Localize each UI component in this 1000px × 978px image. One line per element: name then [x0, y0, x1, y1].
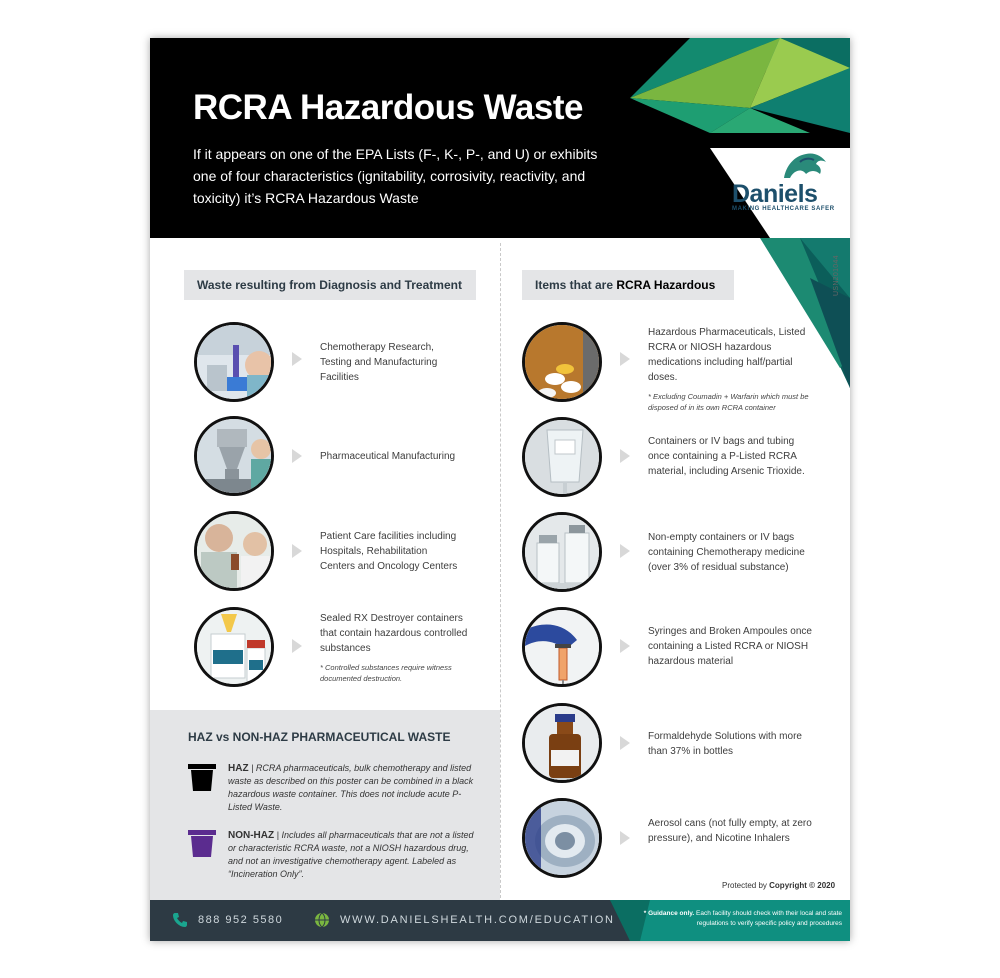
- right-heading-strong: RCRA Hazardous: [616, 278, 716, 292]
- column-divider: [500, 243, 501, 908]
- haz-text: | RCRA pharmaceuticals, bulk chemotherapy and listed waste as described on this poster can be combined in a black hazardous waste container. This does not include acute P-Listed Waste.: [228, 763, 474, 812]
- haz-label: HAZ: [228, 763, 249, 774]
- item-arrow: [292, 639, 302, 653]
- phone-icon: [172, 912, 188, 928]
- rx-destroyer-photo: [194, 607, 274, 687]
- pharma-manufacturing-photo: [194, 416, 274, 496]
- item-arrow: [620, 449, 630, 463]
- right-item-5-text: Formaldehyde Solutions with more than 37% in bottles: [648, 731, 802, 757]
- website-link[interactable]: WWW.DANIELSHEALTH.COM/EDUCATION: [340, 914, 615, 926]
- right-section-heading: [522, 270, 734, 300]
- document-id: USN201044: [833, 255, 840, 296]
- item-arrow: [620, 639, 630, 653]
- item-arrow: [620, 831, 630, 845]
- chemo-vials-photo: [522, 512, 602, 592]
- pills-photo: [522, 322, 602, 402]
- right-item-1-text: Hazardous Pharmaceuticals, Listed RCRA or NIOSH hazardous medications including half/partial doses.: [648, 327, 806, 383]
- guidance-strong: * Guidance only.: [643, 910, 695, 917]
- copyright-strong: Copyright © 2020: [769, 881, 836, 890]
- aerosol-can-photo: [522, 798, 602, 878]
- nonhaz-text: | Includes all pharmaceuticals that are not a listed or characteristic RCRA waste, not a NIOSH hazardous drug, and not an investigative chemotherapy agent. Labeled as “Incineration Only”.: [228, 830, 474, 879]
- left-item-1-text: Chemotherapy Research, Testing and Manufacturing Facilities: [320, 342, 438, 383]
- formaldehyde-bottle-photo: [522, 703, 602, 783]
- globe-icon: [314, 912, 330, 928]
- iv-bag-photo: [522, 417, 602, 497]
- item-arrow: [292, 352, 302, 366]
- phone-number[interactable]: 888 952 5580: [198, 914, 284, 926]
- right-item-1: [648, 325, 813, 413]
- purple-waste-bin-icon: [188, 830, 216, 858]
- page-subtitle: If it appears on one of the EPA Lists (F-, K-, P-, and U) or exhibits one of four characteristics (ignitability, corrosivity, reactivity, and toxicity) it’s RCRA Hazardous Waste: [193, 146, 598, 206]
- nonhaz-label: NON-HAZ: [228, 830, 275, 841]
- guidance-text: Each facility should check with their local and state regulations to verify specific policy and procedures: [694, 910, 842, 927]
- syringe-photo: [522, 607, 602, 687]
- lion-icon: [780, 148, 828, 182]
- haz-panel-title: HAZ vs NON-HAZ PHARMACEUTICAL WASTE: [188, 730, 451, 744]
- black-waste-bin-icon: [188, 764, 216, 792]
- copyright-prefix: Protected by: [722, 881, 770, 890]
- right-heading-prefix: Items that are: [535, 278, 617, 292]
- right-item-3-text: Non-empty containers or IV bags containing Chemotherapy medicine (over 3% of residual substance): [648, 532, 805, 573]
- page-title: RCRA Hazardous Waste: [193, 88, 583, 127]
- left-item-3-text: Patient Care facilities including Hospitals, Rehabilitation Centers and Oncology Centers: [320, 531, 458, 572]
- item-arrow: [292, 544, 302, 558]
- item-arrow: [620, 352, 630, 366]
- chemo-research-photo: [194, 322, 274, 402]
- left-section-heading: [184, 270, 476, 300]
- left-section-heading-text: Waste resulting from Diagnosis and Treatment: [197, 278, 462, 292]
- copyright-note: [722, 881, 835, 890]
- left-item-4-note: * Controlled substances require witness documented destruction.: [320, 663, 452, 683]
- guidance-note: [642, 909, 842, 929]
- poster: [150, 38, 850, 941]
- left-item-4: [320, 611, 475, 684]
- logo-tagline: MAKING HEALTHCARE SAFER: [732, 206, 835, 212]
- left-item-2-text: Pharmaceutical Manufacturing: [320, 451, 456, 462]
- right-item-6-text: Aerosol cans (not fully empty, at zero pressure), and Nicotine Inhalers: [648, 818, 812, 844]
- patient-care-photo: [194, 511, 274, 591]
- left-item-4-text: Sealed RX Destroyer containers that contain hazardous controlled substances: [320, 613, 468, 654]
- right-item-2-text: Containers or IV bags and tubing once containing a P-Listed RCRA material, including Arsenic Trioxide.: [648, 436, 805, 477]
- right-item-1-note: * Excluding Coumadin + Warfarin which must be disposed of in its own RCRA container: [648, 392, 809, 412]
- logo-wordmark: Daniels: [732, 180, 818, 208]
- item-arrow: [620, 736, 630, 750]
- item-arrow: [620, 544, 630, 558]
- right-item-4-text: Syringes and Broken Ampoules once containing a Listed RCRA or NIOSH hazardous material: [648, 626, 812, 667]
- nonhaz-description: [228, 829, 478, 881]
- item-arrow: [292, 449, 302, 463]
- haz-description: [228, 762, 478, 814]
